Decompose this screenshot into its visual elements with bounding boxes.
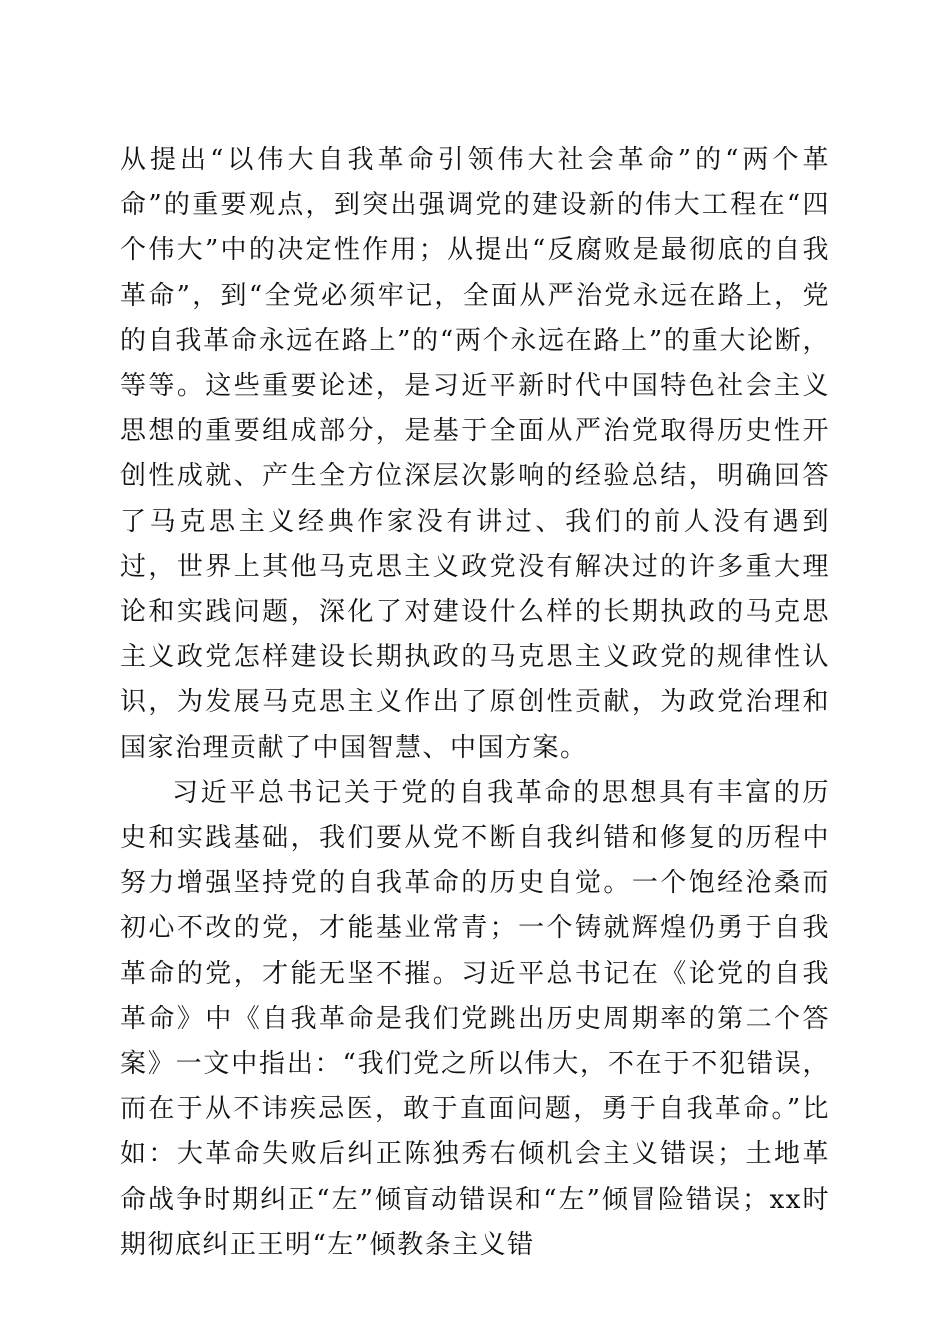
paragraph-1: 从提出“以伟大自我革命引领伟大社会革命”的“两个革命”的重要观点，到突出强调党的建设新的伟大工程在“四个伟大”中的决定性作用；从提出“反腐败是最彻底的自我革命”，到“全党必须牢记，全面从严治党永远在路上，党的自我革命永远在路上”的“两个永远在路上”的重大论断，等等。这些重要论述，是习近平新时代中国特色社会主义思想的重要组成部分，是基于全面从严治党取得历史性开创性成就、产生全方位深层次影响的经验总结，明确回答了马克思主义经典作家没有讲过、我们的前人没有遇到过，世界上其他马克思主义政党没有解决过的许多重大理论和实践问题，深化了对建设什么样的长期执政的马克思主义政党怎样建设长期执政的马克思主义政党的规律性认识，为发展马克思主义作出了原创性贡献，为政党治理和国家治理贡献了中国智慧、中国方案。 <box>120 145 830 763</box>
document-body <box>120 138 830 1268</box>
paragraph-2: 习近平总书记关于党的自我革命的思想具有丰富的历史和实践基础，我们要从党不断自我纠错和修复的历程中努力增强坚持党的自我革命的历史自觉。一个饱经沧桑而初心不改的党，才能基业常青；一个铸就辉煌仍勇于自我革命的党，才能无坚不摧。习近平总书记在《论党的自我革命》中《自我革命是我们党跳出历史周期率的第二个答案》一文中指出：“我们党之所以伟大，不在于不犯错误，而在于从不讳疾忌医，敢于直面问题，勇于自我革命。”比如：大革命失败后纠正陈独秀右倾机会主义错误；土地革命战争时期纠正“左”倾盲动错误和“左”倾冒险错误；xx时期彻底纠正王明“左”倾教条主义错 <box>120 777 830 1260</box>
